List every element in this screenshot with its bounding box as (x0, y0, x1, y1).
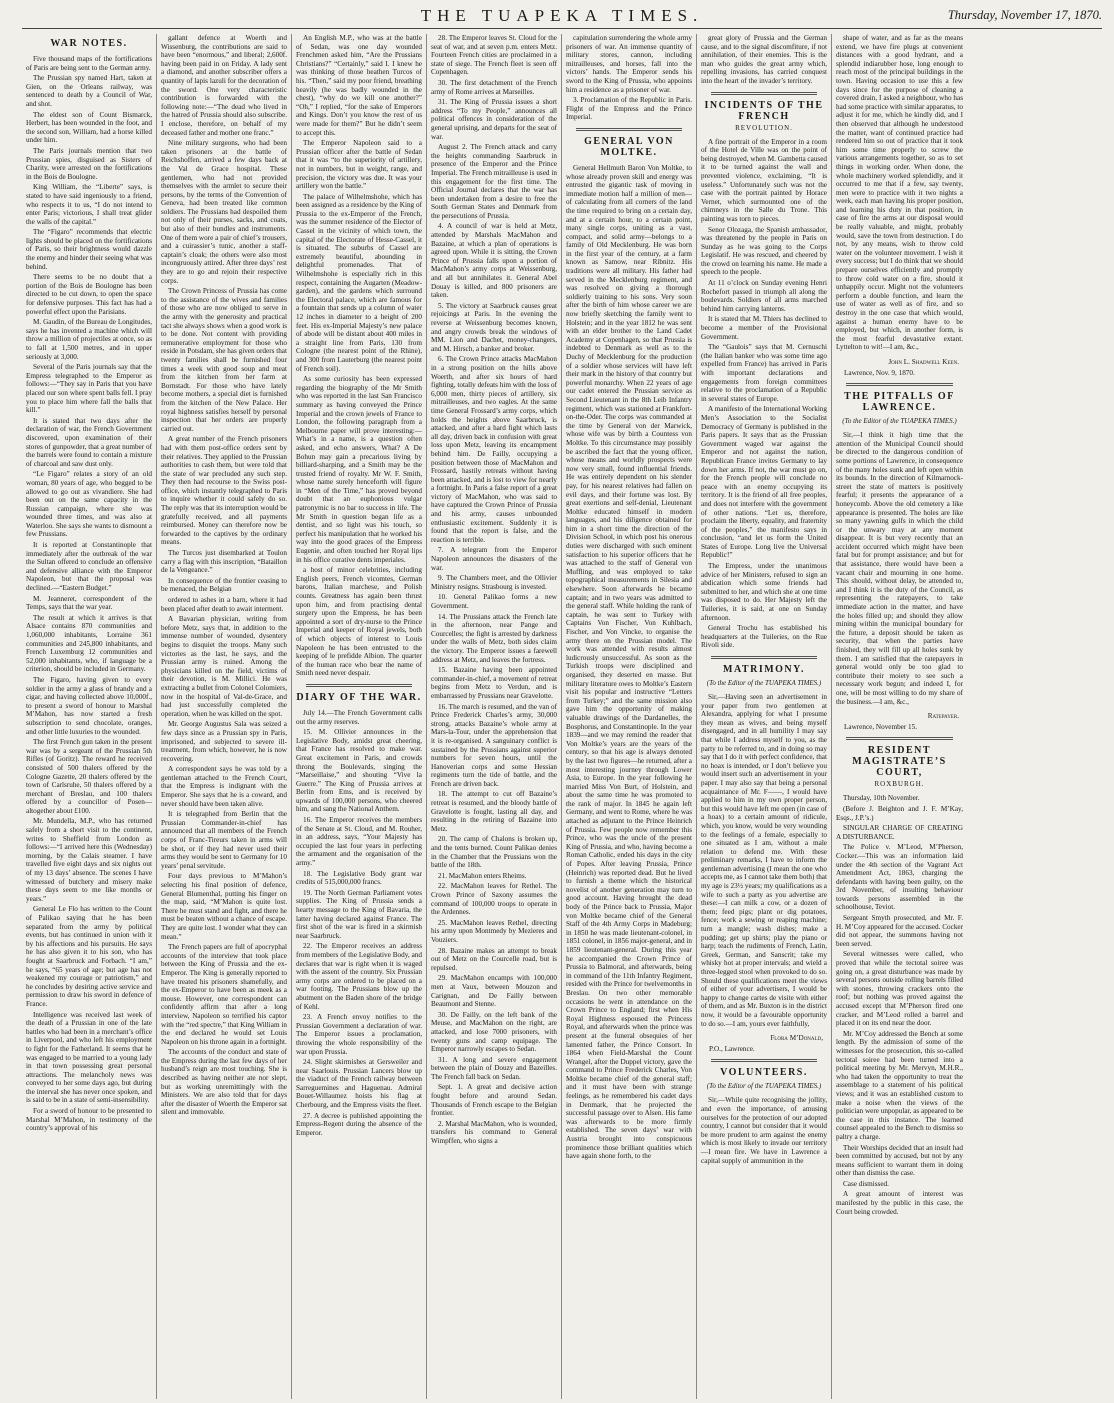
article-paragraph: General Trochu has established his headquarters at the Tuileries, on the Rue Rivoli side. (701, 624, 827, 650)
article-paragraph: A fine portrait of the Emperor in a room of the Hotel de Ville was on the point of being destroyed, when M. Gambetta caused it to be turned against the wall and prevented violence, exclaiming, “It is useless.” Unfortunately such was not the case with the portrait painted by Horace Vernet, which surmounted one of the chimneys in the Salle du Trone. This painting was torn to pieces. (701, 137, 827, 223)
article-paragraph: 7. A telegram from the Emperor Napoleon announces the disasters of the war. (431, 546, 557, 572)
section-divider (846, 737, 953, 740)
article-paragraph: Sir,—Having seen an advertisement in your paper from two gentlemen at Alexandra, applying for what I presume they mean as wives, and being myself disengaged, and in all humility I may say that while I address myself to you, as the party to be referred to, and in doing so may say that I do it with perfect confidence, that no hoax is intended, or I don’t believe you would insert such an advertisement in your paper. I may also say that being a personal acquaintance of Mr. F——, I would have applied to him in my own proper person, but this would have left me open (in case of a hoax) to a certain amount of ridicule, which, you know, would be very wounding to the feelings of a female, especially to one situated as I am, without a male relation to defend me. With these preliminary remarks, I have to inform the gentleman advertising (I mean the one who accepts me, as I cannot take them both) that my age is 23½ years; my qualifications as a wife to such a party as you advertise are these:—I can milk a cow, or a dozen of them; feed pigs; plant or dig potatoes, fence; work a sewing or reaping machine; turn a mangle; wash dishes; make a pudding; get up shirts; play the piano or harp; teach the rudiments of French, Latin, Greek, German, and Sanscrit; take my whisky hot at proper intervals; and wield a three-legged stool when provoked to do so. Should these qualifications meet the views of either of your advertisers, I would be happy to change cartes de visite with either of them, and as Mr. Buxton is in the district now, it would be a favourable opportunity to do so.—I am, yours ever faithfully, (701, 693, 827, 1028)
article-subheadline: ROXBURGH. (874, 780, 925, 789)
article-paragraph: As some curiosity has been expressed regarding the biography of the Mr Smith who was reported in the last San Francisco summary as having conveyed the Prince Imperial and the crown jewels of France to London, the following paragraph from a Melbourne paper will prove interesting:—What’s in a name, is a question often asked, and echo answers, What? A De Bohun may gain a precarious living by billiard-sharping, and a Smith may be the trusted friend of royalty. Mr W. F. Smith, whose name surely henceforth will figure in “Men of the Time,” has proved beyond doubt that an euphonious vulgar patronymic is no bar to success in life. The Mr Smith in question began life as a dentist, and so light was his touch, so perfect his manipulation that he worked his way into the good graces of the Empress Eugenie, and often touched her Royal lips in his office curative dents imperiales. (296, 375, 422, 564)
article-block (836, 34, 963, 352)
article-paragraph: The Prussian spy named Hart, taken at Gien, on the Orleans railway, was sentenced to death by a Council of War, and shot. (26, 74, 152, 108)
article-paragraph: Sept. 1. A great and decisive action fought before and around Sedan. Thousands of French escape to the Belgian frontier. (431, 1083, 557, 1118)
article-headline: THE PITFALLS OF LAWRENCE. (844, 391, 955, 414)
article-paragraph: 15. M. Ollivier announces in the Legislative Body, amidst great cheering, that France has resolved to make war. Great excitement in Paris, and crowds throng the Boulevards, singing the “Marseillaise,” and shouting “Vive la Guerre.” The King of Prussia arrives at Berlin from Ems, and is received by upwards of 100,000 persons, who cheered him, and sang the National Anthem. (296, 728, 422, 814)
article-paragraph: Nine military surgeons, who had been taken prisoners at the battle of Reichshoffen, arrived a few days back at the Val de Grace hospital. These gentlemen, who had not provided themselves with the armlet to secure their persons, by the terms of the Convention of Geneva, had been treated like common soldiers. The Prussians had despoiled them not only of their purses, sacks, and coats, but also of their bundles and instruments. One of them wore a pair of chief’s trousers, and a cuirassier’s tunic, another a staff-captain’s cloak; the others were also most incongruously attired. After three days’ rest they are to go and rejoin their respective corps. (161, 139, 287, 285)
article-paragraph: 16. The march is resumed, and the van of Prince Frederick Charles’s army, 30,000 strong, attacks Bazaine’s whole army at Mars-la-Tour, under the apprehension that it is re-organised. A sanguinary conflict is sustained by the Prussians against superior numbers for seven hours, until the Hanoverian corps and some Hessian regiments turn the tide of battle, and the French are driven back. (431, 702, 557, 788)
article-paragraph: The result at which it arrives is that Alsace contains 870 communities and 1,060,000 inhabitants, Lorraine 361 communities and 245,800 inhabitants, and French Luxemburg 12 communities and 52,000 inhabitants, who, if language be a criterion, should be included in Germany. (26, 613, 152, 674)
section-divider (576, 128, 682, 131)
article-paragraph: 19. The North German Parliament votes supplies. The King of Prussia sends a hearty message to the King of Bavaria, the latter having declared against France. The first shot of the war is fired in a skirmish near Saarbruck. (296, 888, 422, 940)
article-block (296, 34, 422, 678)
article-block (26, 38, 152, 49)
article-headline: VOLUNTEERS. (720, 1067, 808, 1079)
article-paragraph: A Bavarian physician, writing from before Metz, says that, in addition to the immense number of wounded, dysentery begins to disquiet the troops. Many such victories as the last, he says, and the Prussian army is ruined. Among the physicians killed on the field, victims of their devotion, is M. Millici. He was extracting a bullet from Colonel Colomiers, now in the hospital of Val-de-Grace, and had just successfully completed the operation, when he was killed on the spot. (161, 615, 287, 718)
article-paragraph: 6. The Crown Prince attacks MacMahon in a strong position on the hills above Woerth, and after six hours of hard fighting, totally defeats him with the loss of 6,000 men, thirty pieces of artillery, six mitrailleuses, and two eagles. At the same time General Frossard’s army corps, which holds the heights above Saarbruck, is attacked, and after a hard fight which lasts all day, driven back in confusion with great loss upon Metz, leaving its encampment behind him. De Failly, occupying a position between those of MacMahon and Frossard, hastily retreats without having been attacked, and is lost to view for nearly a fortnight. In Paris a false report of a great victory of MacMahon, who was said to have captured the Crown Prince of Prussia and his army, causes unbounded enthusiastic excitement. Suddenly it is found that the report is false, and the reaction is terrible. (431, 355, 557, 544)
article-headline: RESIDENT MAGISTRATE’S COURT, (852, 745, 947, 779)
section-divider (711, 1059, 817, 1062)
article-paragraph: Several of the Paris journals say that the Empress telegraphed to the Emperor as follows:—“They say in Paris that you have placed our son where spent balls fell. I pray you to place him where fall the balls that kill.” (26, 363, 152, 415)
article-paragraph: 22. The Emperor receives an address from members of the Legislative Body, and declares that war is right when it is waged with the assent of the country. Six Prussian army corps are ordered to be placed on a war footing. The Prussians blow up the abutment on the Baden shore of the bridge of Kehl. (296, 942, 422, 1011)
article-paragraph: M. Gaudin, of the Bureau de Longitudes, says he has invented a machine which will throw a million of projectiles at once, so as to fall at 1,500 metres, and in upper seriously at 3,000. (26, 318, 152, 361)
article-paragraph: Several witnesses were called, who proved that while the tectotal soiree was going on, a great disturbance was made by several persons outside rolling barrels filled with stones, throwing crackers onto the roof; but nothing was proved against the accused except that M’Pherson fired one cracker, and M’Leod rolled a barrel and placed it on its end near the door. (836, 950, 963, 1028)
article-paragraph: shape of water, and as far as the means extend, we have fire plugs at convenient distances with a good hydrant, and a splendid indiarubber hose, long enough to reach most of the principal buildings in the town. Having occasion to use this a few days since for the purpose of cleaning a covered drain, I asked a neighbour, who has had some practice with similar apparatus, to adjust it for me, which he kindly did, and I then observed that although he understood the matter, want of continued practice had rendered him so out of practice that it took him some time properly to screw the various arrangements together, so as to set things in working order. When done, the whole machinery worked splendidly, and it occurred to me that if a few, say twenty, men were to practice with it two nights a week, each man having his proper position, and learning his duty in that position, in case of fire the arms at our disposal would be really valuable, and might, probably would, save the town from destruction. I do not, by any means, wish to throw cold water on the volunteer movement. I wish it every success; but I do think that we should prepare ourselves efficiently and promptly to throw cold water on a fire, should it unhappily occur. Might not the volunteers perform a double function, and learn the use of water as well as of fire, and so destroy in the one case that which would, against a human enemy have to be employed, but which, in another form, is the most fearful devastative extant. Lyttelton to wit!—I am, &c., (836, 34, 963, 352)
article-paragraph: “Le Figaro” relates a story of an old woman, 80 years of age, who begged to be allowed to go out as vivandiere. She had been out on the same capacity in the Russian campaign, where she was wounded three times, and was also at Waterloo. She says she wants to dismount a few Prussians. (26, 470, 152, 539)
article-paragraph: The accounts of the conduct and state of the Empress during the last few days of her husband’s reign are most touching. She is described as having neither ate nor slept, but as working unremittingly with the Ministers. We are also told that for days after the disaster of Woerth the Emperor sat silent and immovable. (161, 1048, 287, 1117)
article-paragraph: 18. The attempt to cut off Bazaine’s retreat is resumed, and the bloody battle of Gravelotte is fought, lasting all day, and resulting in the retiring of Bazaine into Metz. (431, 790, 557, 833)
article-paragraph: 30. De Failly, on the left bank of the Meuse, and MacMahon on the right, are attacked, and lose 7000 prisoners, with twenty guns and camp equipage. The Emperor narrowly escapes to Sedan. (431, 1010, 557, 1054)
article-paragraph: 16. The Emperor receives the members of the Senate at St. Cloud, and M. Rouher, in an address, says, “Your Majesty has occupied the last four years in perfecting the armament and the organisation of the army.” (296, 816, 422, 868)
article-paragraph: M. Jeanneret, correspondent of the Temps, says that the war year. (26, 594, 152, 612)
article-paragraph: It is reported at Constantinople that immediately after the outbreak of the war the Sultan offered to conclude an offensive and defensive alliance with the Emperor Napoleon, but that the proposal was declined.—“Eastern Budget.” (26, 541, 152, 593)
article-paragraph: 15. Bazaine having been appointed commander-in-chief, a movement of retreat begins from Metz to Verdun, and is embarrassed by Prussians near Gravelotte. (431, 666, 557, 700)
article-block (701, 1096, 827, 1165)
article-paragraph: The Empress, under the unanimous advice of her Ministers, refused to sign an abdication which some friends had submitted to her, and which she at one time was disposed to do. Her Majesty left the Tuileries, it is said, at one on Sunday afternoon. (701, 562, 827, 622)
article-paragraph: A correspondent says he was told by a gentleman attached to the French Court, that the Empress is indignant with the Emperor. She says that he is a coward, and never should have been taken alive. (161, 765, 287, 808)
newspaper-title: THE TUAPEKA TIMES. (420, 6, 704, 25)
column-2 (157, 34, 292, 1399)
article-paragraph: There seems to be no doubt that a portion of the Bois de Boulogne has been directed to be cut down, to open the space for defensive purposes. This fact has had a powerful effect upon the Parisians. (26, 273, 152, 316)
article-block (836, 383, 963, 425)
article-paragraph: Case dismissed. (843, 1179, 889, 1188)
article-paragraph: King William, the “Liberte” says, is stated to have said ingeniously to a friend, who respects it to us, “I do not intend to enter Paris; victorious, I shall treat glider the walls of the capital.” (26, 183, 152, 226)
article-subheadline: REVOLUTION. (735, 123, 793, 132)
article-paragraph: Sergeant Smyth prosecuted, and Mr. F. H. M’Coy appeared for the accused. Cocker did not appear, the summons having not been served. (836, 914, 963, 948)
section-divider (711, 656, 817, 659)
article-paragraph: The “Figaro” recommends that electric lights should be placed on the fortifications of Paris, so their brightness would dazzle the enemy and hinder their seeing what was behind. (26, 228, 152, 271)
article-paragraph: (Before J. Beighton and J. F. M’Kay, Esqs., J.P.’s.) (836, 804, 963, 822)
article-paragraph: An English M.P., who was at the battle of Sedan, was one day wounded Frenchmen asked him, “Are the Prussians Christians?” “Certainly,” said I. I knew he was thinking of those heathen Turcos of his. “Then,” said my poor friend, breathing heavily (he was badly wounded in the chest), “why do we kill one another?” “Oh,” I replied, “for the sake of Emperors and Kings. Don’t you know the rest of us were made for them?” But he didn’t seem to accept this. (296, 34, 422, 137)
article-block (701, 92, 827, 132)
article-paragraph: 28. The Emperor leaves St. Cloud for the seat of war, and at seven p.m. enters Metz. Fourteen French cities are proclaimed in a state of siege. The French fleet is seen off Copenhagen. (431, 34, 557, 77)
article-paragraph: The Police v. M’Leod, M’Pherson, Cocker.—This was an information laid under the 4th section of the Vagrant Act Amendment Act, 1863, charging the defendants with having been guilty, on the 3rd November, of insulting behaviour towards persons assembled in the schoolhouse, Teviot. (836, 843, 963, 912)
article-block (26, 55, 152, 1133)
article-paragraph: Mr. George Augustus Sala was seized a few days since as a Prussian spy in Paris, imprisoned, and subjected to severe ill-treatment, from which, however, he is now recovering. (161, 720, 287, 763)
article-paragraph: 9. The Chambers meet, and the Ollivier Ministry resigns. Strasbourg is invested. (431, 574, 557, 591)
article-paragraph: 10. General Palikao forms a new Government. (431, 593, 557, 610)
column-5 (562, 34, 697, 1399)
article-paragraph: The Emperor Napoleon said to a Prussian officer after the battle of Sedan that it was “to the superiority of artillery, not in numbers, but in weight, range, and precision, the victory was due. It was your artillery won the battle.” (296, 139, 422, 191)
article-block (836, 712, 963, 731)
article-block (836, 431, 963, 706)
article-paragraph: The Paris journals mention that two Prussian spies, disguised as Sisters of Charity, were arrested on the fortifications in the Bois de Boulogne. (26, 146, 152, 181)
article-paragraph: 31. The King of Prussia issues a short address “To my People,” announces all political offences in consideration of the general uprising, and departs for the seat of war. (431, 98, 557, 141)
editor-note: (To the Editor of the TUAPEKA TIMES.) (842, 417, 957, 426)
article-paragraph: The palace of Wilhelmshohe, which has been assigned as a residence by the King of Prussia to the ex-Emperor of the French, was the summer residence of the Elector of Cassel in the vicinity of which town, the capital of the Electorate of Hesse-Cassel, it is situated. The suburbs of Cassel are extremely beautiful, abounding in delightful promenades. That of Wilhelmshohe is especially rich in this respect, containing the Augarten (Meadow-garden), and the gardens which surround the Electoral palace, which are famous for a fountain that sends up a column of water 12 inches in diameter to a height of 200 feet. His ex-Imperial Majesty’s new palace of abode will be distant about 400 miles in a straight line from Paris, 130 from Cologne (the nearest point of the Rhine), and 300 from Lauterburg (the nearest point of French soil). (296, 192, 422, 373)
article-paragraph: Intelligence was received last week of the death of a Prussian in one of the late battles who had been in a merchant’s office in Liverpool, and who left his employment to fight for the Fatherland. It seems that he was engaged to be married to a young lady in that town possessing great personal attractions. The melancholy news was conveyed to her some days ago, but during the interval she has never once spoken, and is said to be in a state of semi-insensibility. (26, 1010, 152, 1105)
columns (22, 34, 1102, 1399)
article-block (701, 1034, 827, 1053)
article-block (431, 34, 557, 1146)
masthead (22, 6, 1102, 29)
article-paragraph: Five thousand maps of the fortifications of Paris are being sent to the German army. (26, 55, 152, 72)
letter-dateline: Lawrence, November 15. (844, 722, 918, 731)
article-paragraph: For a sword of honour to be presented to Marshal M’Mahon, in testimony of the country’s approval of his (26, 1107, 152, 1133)
article-block (701, 656, 827, 687)
column-7 (832, 34, 967, 1399)
article-block (566, 34, 692, 122)
article-paragraph: 25. MacMahon leaves Rethel, directing his army upon Montmedy by Mezieres and Vouziers. (431, 918, 557, 944)
article-paragraph: 27. A decree is published appointing the Empress-Regent during the absence of the Emperor. (296, 1111, 422, 1137)
article-paragraph: August 2. The French attack and carry the heights commanding Saarbruck in presence of the Emperor and the Prince Imperial. The French mitrailleuse is used in this engagement for the first time. The Official Journal declares that the war has been undertaken from a desire to free the South German States and Denmark from the persecutions of Prussia. (431, 143, 557, 220)
article-paragraph: In consequence of the frontier ceasing to be menaced, the Belgian (161, 576, 287, 594)
letter-dateline: P.O., Lawrence. (709, 1044, 755, 1053)
article-block (701, 34, 827, 86)
article-paragraph: The Figaro, having given to every soldier in the army a glass of brandy and a cigar, and having collected above 10,000f., to present a sword of honour to Marshal M’Mahon, has now started a fresh subscription to send chocolate, oranges, and other little luxuries to the wounded. (26, 675, 152, 736)
article-block (566, 128, 692, 158)
article-paragraph: Mr. Mundella, M.P., who has returned safely from a short visit to the continent, writes to Sheffield from London as follows:—“I arrived here this (Wednesday) morning, by the Calais steamer. I have travelled five eight days and six nights out of my 13 days’ absence. The scenes I have witnessed of butchery and misery make these days seem to me like months or years.” (26, 817, 152, 903)
article-paragraph: At 11 o’clock on Sunday evening Henri Rochefort passed in triumph all along the boulevards. Soldiers of all arms marched behind him carrying lanterns. (701, 279, 827, 313)
article-paragraph: It is stated that M. Thiers has declined to become a member of the Provisional Government. (701, 315, 827, 341)
column-4 (427, 34, 562, 1399)
article-paragraph: The Crown Princess of Prussia has come to the assistance of the wives and families of those who are now obliged to serve in the army with the generosity and practical tact she always shows when a good work is to be done. Not content with providing remunerative employment for those who reside in Potsdam, she has given orders that twenty families shall be furnished four times a week with good soup and meat from the kitchen from her farm at Bornstadt. For those who have lately become mothers, a special diet is furnished from the kitchen of the New Palace. Her royal highness satisfies herself by personal inspection that her orders are properly carried out. (161, 287, 287, 433)
article-paragraph: 2. Marshal MacMahon, who is wounded, transfers his command to General Wimpffen, who signs a (431, 1119, 557, 1146)
article-headline: MATRIMONY. (723, 664, 805, 675)
article-paragraph: It is stated that two days after the declaration of war, the French Government discovered, upon examination of their stores of gunpowder, that a great number of the barrels were found to contain a mixture of charcoal and saw dust only. (26, 416, 152, 468)
article-paragraph: The eldest son of Count Bismarck, Herbert, has been wounded in the foot, and the second son, William, had a horse killed under him. (26, 110, 152, 145)
editor-note: (To the Editor of the TUAPEKA TIMES.) (706, 1082, 822, 1091)
section-divider (306, 684, 412, 687)
article-headline: GENERAL VON MOLTKE. (584, 135, 674, 158)
article-paragraph: a host of minor celebrities, including English peers, French vicomtes, German barons, Italian marchese, and Polish counts. Greatness has again been thrust upon him, and from practising dental surgery upon the Empress, he has been appointed a sort of dry-nurse to the Prince Imperial and keeper of Royal jewels, both of which objects of interest to Louis Napoleon he has been entrusted to the keeping of le prefidde Albion. The quarter of the human race who bear the name of Smith need never despair. (296, 566, 422, 678)
article-paragraph: 4. A council of war is held at Metz, attended by Marshals MacMahon and Bazaine, at which a plan of operations is agreed upon. While it is sitting, the Crown Prince of Prussia falls upon a portion of MacMahon’s army corps at Weissenburg, and all but annihilates it. General Abel Douay is killed, and 800 prisoners are taken. (431, 222, 557, 300)
article-paragraph: Their Worships decided that an insult had been committed by accused, but not by any means sufficient to warrant them in doing other than dismiss the case. (836, 1143, 963, 1178)
article-block (836, 737, 963, 788)
article-paragraph: Mr. M’Coy addressed the Bench at some length. By the admission of some of the witnesses for the prosecution, this so-called tectotal soiree had been turned into a political meeting by Mr. Mervyn, M.H.R., who had taken the opportunity to treat the assemblage to a statement of his political views; and it was an established custom to make a noise when the views of the politician were unpopular, as appeared to be the case in this instance. The learned counsel appealed to the Bench to dismiss so paltry a charge. (836, 1029, 963, 1141)
article-block (296, 709, 422, 1138)
article-paragraph: A great amount of interest was manifested by the public in this case, the Court being crowded. (836, 1190, 963, 1216)
article-paragraph: capitulation surrendering the whole army prisoners of war. An immense quantity of military stores, cannon, including mitrailleuses, and horses, fall into the victors’ hands. The Emperor sends his sword to the King of Prussia, who appoints him a residence as a prisoner of war. (566, 34, 692, 94)
article-block (296, 684, 422, 703)
article-block (701, 693, 827, 1028)
issue-date: Thursday, November 17, 1870. (947, 8, 1102, 22)
article-paragraph: 14. The Prussians attack the French late in the afternoon, near Pange and Courcelles; the fight is arrested by darkness under the walls of Metz, both sides claim the victory. The Emperor issues a farewell address at Metz, and leaves the fortress. (431, 612, 557, 664)
article-paragraph: A manifesto of the International Working Men’s Association to the Socialist Democracy of Germany is published in the Paris papers. It says that as the Prussian Government waged war against the Emperor and not against the nation, Republican France invites Germany to lay down her arms. If not, the war must go on, for the French people will conclude no peace with an enemy occupying its territory. It is the friend of all free peoples, and does not interfere with the government of other nations. “Let us, therefore, proclaim the liberty, equality, and fraternity of the peoples,” the manifesto says in conclusion, “and let us form the United States of Europe. Long live the Universal Republic!” (701, 405, 827, 560)
article-headline: DIARY OF THE WAR. (296, 691, 422, 703)
article-paragraph: Sir,—I think it high time that the attention of the Municipal Council should be directed to the dangerous condition of some portions of Lawrence, in consequence of the many holes sunk and left open within its bounds. In the direction of Kilmarnock-street the state of matters is positively fearful; it presents the appearance of a honeycomb. Above the old cemetery a like appearance is presented. The holes are like so many yawning gulfs in which the child or the unwary may at any moment disappear. It is but very recently that an accident occurred which might have been fatal but for prompt assistance; and but for that assistance, there would have been a vacant chair and mourning in one home. This should, without delay, be attended to, and I think it is the duty of the Council, as representing the ratepayers, to take immediate action in the matter, and have the holes filled up; and should they allow mining within the municipal boundary for the future, a deposit should be taken as security, that when the parties have finished, they will fill up all holes sunk by them. I am satisfied that the ratepayers in general would only be too glad to contribute their moiety to see such a necessary work begun; and indeed I, for one, will be most willing to do my share of the business.—I am, &c., (836, 431, 963, 706)
article-paragraph: 22. MacMahon leaves for Rethel. The Crown Prince of Saxony assumes the command of 100,000 troops to operate in the Ardennes. (431, 882, 557, 917)
article-block (836, 794, 963, 1216)
article-paragraph: 31. A long and severe engagement between the plain of Douzy and Bazeilles. The French fall back on Sedan. (431, 1055, 557, 1081)
article-paragraph: 30. The first detachment of the French army of Rome arrives at Marseilles. (431, 78, 557, 96)
article-block (566, 164, 692, 1161)
article-paragraph: General Hellmuth Baron Von Moltke, to whose already proven skill and energy was entrusted the gigantic task of moving in immediate motion half a million of men—of calculating from all corners of the land the time required to bring on a certain day, and at a certain hour, to a certain point, many single corps, uniting as a vast, compact, and solid army—belongs to a family of Old Mecklenburg. He was born in the first year of the century, at a farm known as Samow, near Ribnitz. His traditions were all military. His father had served in the Mecklenburg regiment, and was resolved on giving a thorough soldierly training to his sons. Very soon after the birth of him whose career we are now briefly sketching the family went to Holstein; and in the year 1812 he was sent with an elder brother to the Land Cadet Academy at Copenhagen, so that Prussia is indebted to Denmark as well as to the Duchy of Mecklenburg for the production of a soldier whose services will have left their mark in the history of that country but powerful monarchy. When 22 years of age our cadet entered the Prussian service as Second Lieutenant in the 8th Leib Infantry regiment, which was stationed at Frankfort-on-the-Oder. The corps was commanded at the time by General von der Marwick, whose wife was by birth a Countess von Moltke. To this circumstance may possibly be ascribed the fact that the young officer, whose means and worldly prospects were now very small, found influential friends. He was entirely dependent on his slender pay, for his nearest relatives had fallen on evil days, and their fortune was lost. By great exertions and self-denial, Lieutenant Moltke educated himself in modern languages, and his diligence obtained for him in a short time the direction of the Division School, in which post his onerous duties were discharged with such eminent satisfaction to his superior officers that he was attached to the staff of General von Muffling, and was employed to take topographical measurements in Silesia and elsewhere. Soon afterwards he became captain; and in two years was admitted to the general staff. While holding the rank of captain, he was sent to Turkey with Captains Von Fischer, Von Kuhlbach, Fischer, and Von Vincke, to organise the army there on the Prussian model. The work was attended with results almost ludicrously unsuccessful. As soon as the Turkish troops were disciplined and organised, they deserted en masse. But military literature owes to Moltke’s Eastern visit his popular and instructive “Letters from Turkey;” and the same mission also gave him the opportunity of making valuable drawings of the Dardanelles, the Bosphorus, and Constantinople. In the year 1839—and we may remind the reader that Von Moltke’s years are the years of the century, so that his age is always denoted by the last two figures—he returned, after a most interesting journey through Lower Asia, to Europe. In the year following he married Miss Von Burt, of Holstein, and about the same time he was promoted to the rank of major. In 1845 he again left Germany, and went to Rome, where he was attached as adjutant to the Prince Heinrich of Prussia. Few people now remember this Prince, who was the uncle of the present King of Prussia, and who, having become a Roman Catholic, ended his days in the city of Popes. After leaving Prussia, Prince (Heinrich) was reported dead. But he lived to furnish a theme which the historical novelist of another generation may turn to good account. Having brought the dead body of the Prince back to Prussia, Major von Moltke became chief of the General Staff of the 4th Army Corps in Madeburg; in 1850 he was made lieutenant-colonel, in 1851 colonel, in 1856 major-general, and in 1859 lieutenant-general. During this year he accompanied the Crown Prince of Prussia to Balmoral, and afterwards, being in command of the 11th Infantry Regiment, resided with the Prince for twelvemonths in Breslau. On two other memorable occasions he went in attendance on the Crown Prince to England; first when His Royal Highness espoused the Princess Royal, and afterwards when the prince was present at the funeral obsequies of her lamented father, the Prince Consort. In 1864 when Field-Marshal the Count Wrangel, after the Duppel victory, gave the command to Prince Frederick Charles, Von Moltke became chief of the general staff; and it must have been with strange feelings, as he remembered his cadet days in Denmark, that he projected the successful passage over to Alsen. His fame was afterwards to be more firmly established. The seven days’ war with Austria brought into conspicuous prominence those brilliant qualities which have again shone forth, to the (566, 163, 693, 1161)
newspaper-page (22, 0, 1102, 1403)
article-paragraph: 24. Slight skirmishes at Gersweiler and near Saarlouis. Prussian Lancers blow up the viaduct of the French railway between Sarreguemines and Haguenau. Admiral Bouet-Willaumez hoists his flag at Cherbourg, and the Empress visits the fleet. (296, 1058, 422, 1110)
article-block (836, 358, 963, 377)
article-block (701, 138, 827, 650)
article-block (161, 34, 287, 1117)
letter-signature: Flora M’Donald, (770, 1034, 823, 1043)
article-paragraph: 3. Proclamation of the Republic in Paris. Flight of the Empress and the Prince Imperial. (566, 96, 692, 122)
article-block (701, 1059, 827, 1090)
column-3 (292, 34, 427, 1399)
column-1 (22, 34, 157, 1399)
article-paragraph: 23. A French envoy notifies to the Prussian Government a declaration of war. The Emperor issues a proclamation, throwing the whole responsibility of the war upon Prussia. (296, 1013, 422, 1056)
letter-dateline: Lawrence, Nov. 9, 1870. (844, 368, 915, 377)
article-paragraph: Senor Olozaga, the Spanish ambassador, was threatened by the people in Paris on Sunday as he was going to the Corps Legislatif. He was rescued, and cheered by the crowd on learning his name. He made a speech to the people. (701, 225, 827, 277)
article-paragraph: It is telegraphed from Berlin that the Prussian Commander-in-chief has announced that all members of the French corps of Franc-Tireurs taken in arms will be shot, or if they had never used their arms they would be sent to Germany for 10 years’ penal servitude. (161, 810, 287, 870)
editor-note: (To the Editor of the TUAPEKA TIMES.) (706, 679, 822, 687)
article-headline: WAR NOTES. (50, 38, 128, 49)
article-paragraph: Sir,—While quite recognising the jollity, and even the importance, of amusing ourselves for the protection of our adopted country, I cannot but consider that it would be more prudent to arm against the enemy which is most likely to invade our territory—I mean fire. We have in Lawrence a capital supply of ammunition in the (701, 1096, 827, 1165)
article-paragraph: 21. MacMahon enters Rheims. (438, 871, 527, 880)
article-paragraph: SINGULAR CHARGE OF CREATING A DISTURBANCE. (836, 824, 963, 841)
column-6 (697, 34, 832, 1399)
section-divider (711, 92, 817, 95)
article-paragraph: 28. Bazaine makes an attempt to break out of Metz on the Courcelle road, but is repulsed. (431, 946, 557, 972)
section-divider (846, 383, 953, 386)
article-paragraph: gallant defence at Woerth and Wissenburg, the contributions are said to have been “enormous,” and liberal; 2,600f. having been paid in on Friday. A lady sent a diamond, and another subscriber offers a quantity of lapis lazuli for the decoration of the sword. One very characteristic contribution is forwarded with the following note:—“The dead who lived in the hatred of Prussia should also subscribe. I enclose, therefore, on behalf of my deceased father and mother one franc.” (161, 34, 287, 137)
article-paragraph: 29. MacMahon encamps with 100,000 men at Vaux, between Mouzon and Carignan, and De Failly between Beaumont and Stenne. (431, 974, 557, 1009)
article-paragraph: 18. The Legislative Body grant war credits of 515,000,000 francs. (296, 869, 422, 887)
letter-signature: John L. Shadwell Keen. (888, 357, 959, 366)
article-paragraph: 20. The camp of Chalons is broken up, and the tents burned. Count Palikao denies in the Chamber that the Prussians won the battle of the 18th. (431, 835, 557, 870)
article-paragraph: great glory of Prussia and the German cause, and to the signal discomfiture, if not annihilation, of their enemies. This is the man who guides the great army which, repelling invasions, has carried conquest into the heart of the invader’s territory. (701, 34, 827, 85)
article-paragraph: The French papers are full of apocryphal accounts of the interview that took place between the King of Prussia and the ex-Emperor. The King is generally reported to have treated his prisoners shamefully, and the ex-Emperor to have been as meek as a mouse. However, one correspondent can confidently affirm that after a long interview, Napoleon so terrified his captor with the “red spectre,” that King William in the end declared he would set Louis Napoleon on his throne again in a fortnight. (161, 943, 287, 1046)
article-paragraph: 5. The victory at Saarbruck causes great rejoicings at Paris. In the evening the reverse at Weissenburg becomes known, and angry crowds break the windows of MM. Lion and Dachet, money-changers, and M. Hirsch, a banker and broker. (431, 301, 557, 353)
article-paragraph: The Turcos just disembarked at Toulon carry a flag with this inscription, “Bataillon de la Vengeance.” (161, 549, 287, 575)
article-paragraph: Thursday, 10th November. (843, 794, 920, 803)
article-paragraph: ordered to ashes in a barn, where it had been placed after death to await interment. (161, 596, 287, 613)
article-paragraph: Four days previous to M’Mahon’s selecting his final position of defence, General Blumenthal, putting his finger on the map, said, “M’Mahon is quite lost. There he must stand and fight, and there he must be beaten without a chance of escape. They are quite lost. I wonder what they can mean.” (161, 872, 287, 941)
article-paragraph: July 14.—The French Government calls out the army reserves. (296, 708, 422, 726)
letter-signature: Ratepayer. (927, 712, 959, 721)
article-paragraph: General Le Flo has written to the Count of Palikao saying that he has been separated from the army by political events, but has continued in union with it by his affections and his pursuits. He says he has also given it to his son, who has fought at Saarbruck and Forbach. “I am,” he says, “65 years of age; but age has not weakened my courage or patriotism,” and he concludes by desiring active service and permission to draw his sword in defence of France. (26, 905, 152, 1008)
article-paragraph: A great number of the French prisoners had with them post-office orders sent by their relatives. They applied to the Prussian authorities to cash them, but were told that the state of war precluded any such step. They then had recourse to the Swiss post-office, which instantly telegraphed to Paris to inquire whether it could safely do so. The reply was that its interruption would be gratefully received, and all payments reimbursed. Money can therefore now be forwarded to the captives by the ordinary means. (161, 435, 287, 547)
article-paragraph: The “Gaulois” says that M. Cernuschi (the Italian banker who was some time ago expelled from France) has arrived in Paris with important declarations and engagements from foreign committees relative to the proclamation of a Republic in several states of Europe. (701, 343, 827, 403)
article-headline: INCIDENTS OF THE FRENCH (704, 99, 824, 122)
article-paragraph: The first French gun taken in the present war was by a sergeant of the Prussian 5th Rifles (of Goritz). The reward he received consisted of 500 thalers offered by the Cologne Gazette, 20 thalers offered by the town of Carlsruhe, 50 thalers offered by a merchant of Breslau, and 100 thalers offered by a councillor of Posen—altogether about £100. (26, 738, 152, 815)
